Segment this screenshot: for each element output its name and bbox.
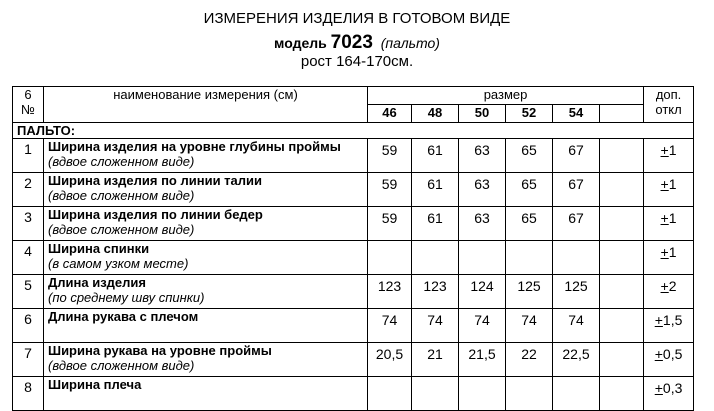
measurement-name: Ширина спинки <box>48 241 150 256</box>
measurement-note: (вдвое сложенном виде) <box>48 358 195 373</box>
tolerance-cell <box>644 139 694 173</box>
size-value: 65 <box>506 173 553 207</box>
size-value: 21 <box>412 343 459 377</box>
size-value: 21,5 <box>459 343 506 377</box>
tolerance-value: 1 <box>668 142 677 158</box>
row-number: 7 <box>13 343 44 377</box>
row-number: 5 <box>13 275 44 309</box>
size-cell: 48 <box>412 105 459 123</box>
plus-minus-sign: + <box>660 278 669 294</box>
measurement-table <box>12 86 694 411</box>
measurement-name-cell <box>44 139 368 173</box>
measurement-name-cell <box>44 343 368 377</box>
size-value <box>506 377 553 411</box>
size-value <box>459 241 506 275</box>
size-cell: 50 <box>459 105 506 123</box>
size-value: 63 <box>459 173 506 207</box>
measurement-name-cell <box>44 207 368 241</box>
measurement-note: (вдвое сложенном виде) <box>48 222 195 237</box>
tolerance-value: 1 <box>668 210 677 226</box>
plus-minus-sign: + <box>654 312 663 328</box>
size-value: 59 <box>368 139 412 173</box>
tolerance-cell <box>644 275 694 309</box>
measurement-note: (вдвое сложенном виде) <box>48 188 195 203</box>
height-range: рост 164-170см. <box>300 53 414 70</box>
col-num-bottom: № <box>21 102 35 117</box>
size-value: 59 <box>368 173 412 207</box>
table-row <box>13 343 694 377</box>
size-cell <box>600 105 644 123</box>
size-value <box>600 241 644 275</box>
measurement-name-cell <box>44 173 368 207</box>
tolerance-cell <box>644 309 694 343</box>
table-row <box>13 309 694 343</box>
size-value: 125 <box>553 275 600 309</box>
measurement-name: Длина рукава с плечом <box>48 309 199 324</box>
size-value: 22 <box>506 343 553 377</box>
tolerance-cell <box>644 377 694 411</box>
document-title: ИЗМЕРЕНИЯ ИЗДЕЛИЯ В ГОТОВОМ ВИДЕ <box>203 10 511 27</box>
col-tol-header <box>644 87 694 123</box>
row-number: 6 <box>13 309 44 343</box>
size-value <box>368 377 412 411</box>
size-cell: 54 <box>553 105 600 123</box>
tolerance-cell <box>644 343 694 377</box>
plus-minus-sign: + <box>660 210 669 226</box>
size-value: 65 <box>506 139 553 173</box>
col-num-header <box>13 87 44 123</box>
col-tol-top: доп. <box>655 87 682 102</box>
header-row <box>13 87 694 105</box>
col-tol-bottom: откл <box>655 102 682 117</box>
table-row <box>13 377 694 411</box>
table-row <box>13 173 694 207</box>
size-value <box>412 241 459 275</box>
size-value: 61 <box>412 173 459 207</box>
measurement-name: Длина изделия <box>48 275 146 290</box>
section-label: ПАЛЬТО: <box>13 123 694 139</box>
tolerance-value: 1 <box>668 244 677 260</box>
tolerance-value: 0,5 <box>662 346 683 362</box>
table-row <box>13 275 694 309</box>
size-value: 67 <box>553 207 600 241</box>
model-type: (пальто) <box>380 35 440 51</box>
plus-minus-sign: + <box>654 346 663 362</box>
row-number: 1 <box>13 139 44 173</box>
tolerance-value: 2 <box>668 278 677 294</box>
size-value: 61 <box>412 139 459 173</box>
model-line <box>0 32 714 54</box>
plus-minus-sign: + <box>660 176 669 192</box>
measurement-name-cell <box>44 275 368 309</box>
tolerance-cell <box>644 241 694 275</box>
measurement-note: (в самом узком месте) <box>48 256 189 271</box>
size-value: 65 <box>506 207 553 241</box>
size-cell: 52 <box>506 105 553 123</box>
size-value <box>600 343 644 377</box>
size-value <box>600 139 644 173</box>
size-value: 20,5 <box>368 343 412 377</box>
size-value <box>506 241 553 275</box>
size-value: 63 <box>459 139 506 173</box>
model-label: модель <box>274 35 327 51</box>
measurement-name: Ширина изделия по линии талии <box>48 173 263 188</box>
measurement-name-cell <box>44 377 368 411</box>
size-value <box>600 377 644 411</box>
measurement-name-cell <box>44 309 368 343</box>
size-value: 74 <box>368 309 412 343</box>
size-value <box>412 377 459 411</box>
size-value: 74 <box>553 309 600 343</box>
table-body <box>13 139 694 411</box>
plus-minus-sign: + <box>660 142 669 158</box>
row-number: 8 <box>13 377 44 411</box>
measurement-name: Ширина изделия по линии бедер <box>48 207 263 222</box>
size-value <box>459 377 506 411</box>
size-value: 59 <box>368 207 412 241</box>
measurement-name: Ширина изделия на уровне глубины проймы <box>48 139 341 154</box>
tolerance-cell <box>644 207 694 241</box>
size-value: 63 <box>459 207 506 241</box>
tolerance-value: 1 <box>668 176 677 192</box>
table-row <box>13 207 694 241</box>
size-value: 22,5 <box>553 343 600 377</box>
size-value: 74 <box>506 309 553 343</box>
size-value <box>553 241 600 275</box>
size-value: 123 <box>412 275 459 309</box>
measurement-note: (вдвое сложенном виде) <box>48 154 195 169</box>
size-value: 74 <box>412 309 459 343</box>
tolerance-cell <box>644 173 694 207</box>
size-value: 67 <box>553 173 600 207</box>
model-number: 7023 <box>330 32 373 53</box>
size-value: 67 <box>553 139 600 173</box>
size-value <box>600 309 644 343</box>
col-size-header: размер <box>368 87 644 105</box>
tolerance-value: 1,5 <box>662 312 683 328</box>
size-value: 74 <box>459 309 506 343</box>
table-row <box>13 139 694 173</box>
size-value: 125 <box>506 275 553 309</box>
table-row <box>13 241 694 275</box>
plus-minus-sign: + <box>654 380 663 396</box>
size-value <box>600 207 644 241</box>
row-number: 4 <box>13 241 44 275</box>
tolerance-value: 0,3 <box>662 380 683 396</box>
size-value <box>553 377 600 411</box>
plus-minus-sign: + <box>660 244 669 260</box>
size-value: 124 <box>459 275 506 309</box>
size-value <box>600 173 644 207</box>
section-row <box>13 123 694 139</box>
col-num-top: 6 <box>24 87 32 102</box>
measurement-note: (по среднему шву спинки) <box>48 290 205 305</box>
measurement-name: Ширина плеча <box>48 377 142 392</box>
size-value: 61 <box>412 207 459 241</box>
size-value <box>600 275 644 309</box>
size-value <box>368 241 412 275</box>
measurement-name: Ширина рукава на уровне проймы <box>48 343 272 358</box>
size-cell: 46 <box>368 105 412 123</box>
col-name-header: наименование измерения (см) <box>44 87 368 123</box>
measurement-name-cell <box>44 241 368 275</box>
row-number: 3 <box>13 207 44 241</box>
row-number: 2 <box>13 173 44 207</box>
size-value: 123 <box>368 275 412 309</box>
